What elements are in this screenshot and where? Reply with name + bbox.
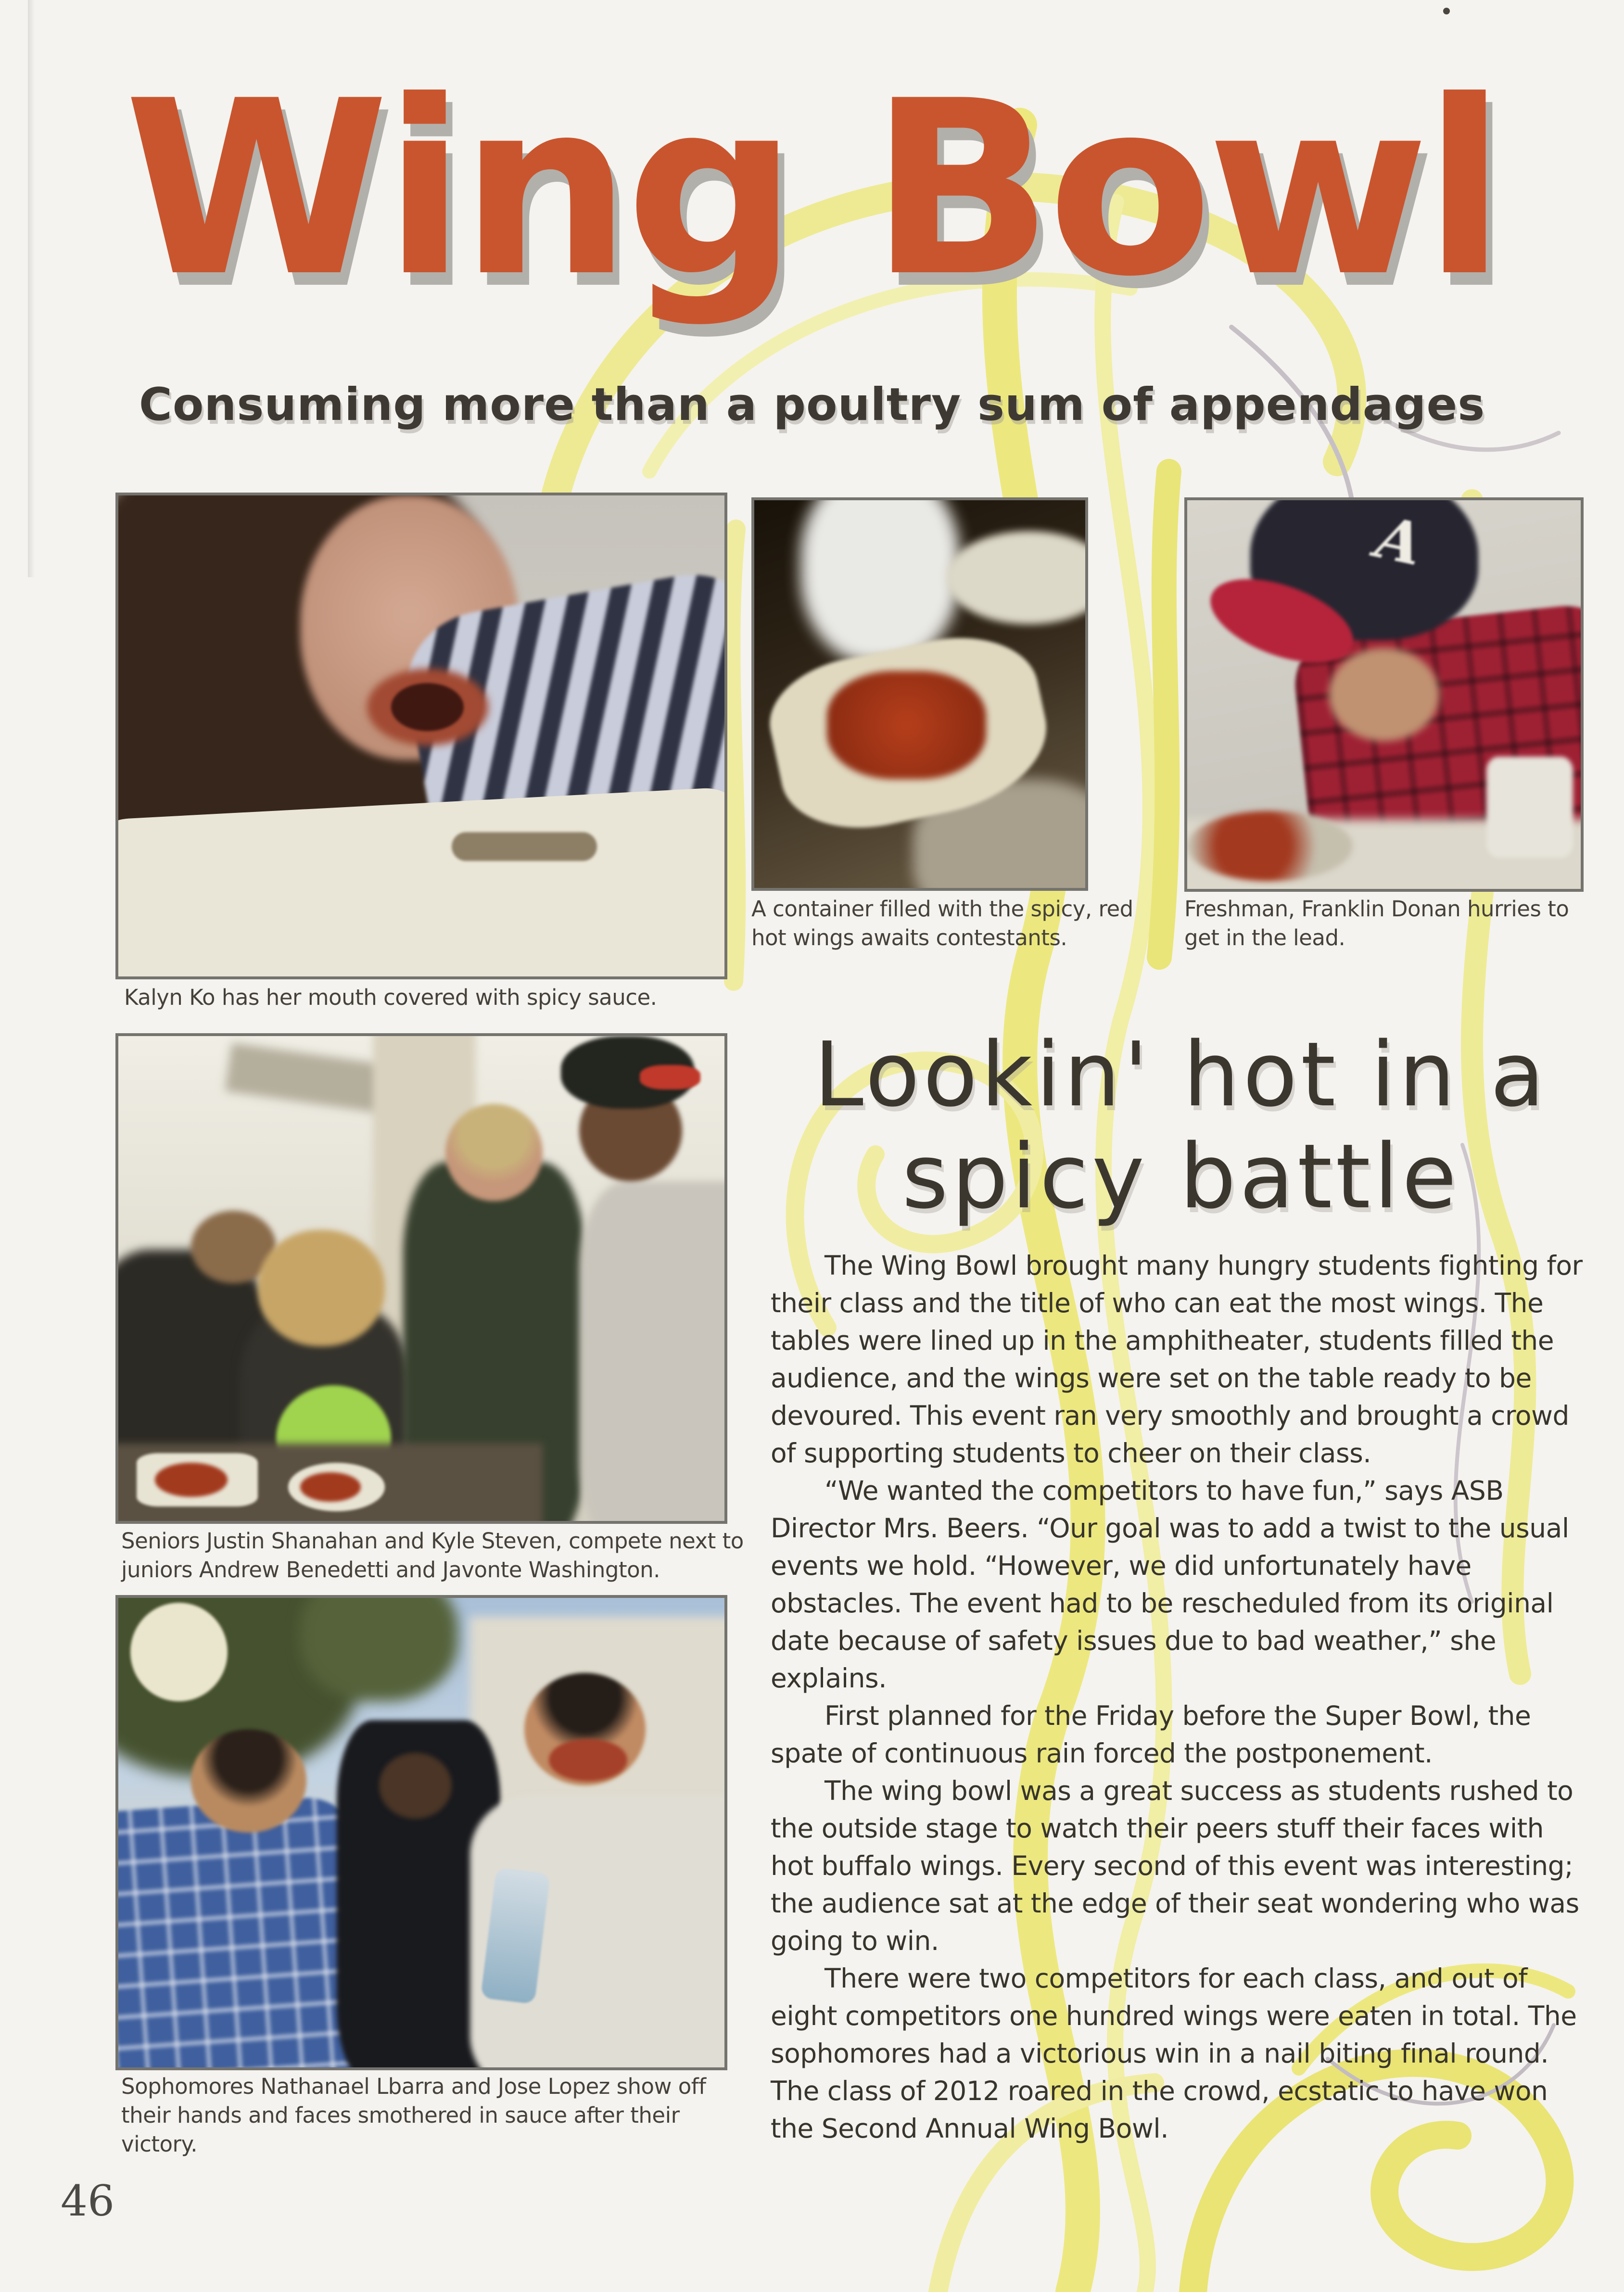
article-paragraph: “We wanted the competitors to have fun,” says ASB Director Mrs. Beers. “Our goal was to add a twist to the usual events we hold. “However, we did unfortunately have obstacles. The event had to be rescheduled from its original date because of safety issues due to bad weather,” she explains. [771, 1475, 1569, 1694]
photo-caption-seniors: Seniors Justin Shanahan and Kyle Steven, compete next to juniors Andrew Benedetti and Javonte Washington. [121, 1528, 744, 1583]
photo-shape [155, 1463, 228, 1497]
photo-caption-sophomores: Sophomores Nathanael Lbarra and Jose Lopez show off their hands and faces smothered in sauce after their victory. [121, 2074, 706, 2157]
photo-sophomores-victory [115, 1595, 727, 2070]
article-paragraph: There were two competitors for each class, and out of eight competitors one hundred wings were eaten in total. The sophomores had a victorious win in a nail biting final round. The class of 2012 roared in the crowd, ecstatic to have won the Second Annual Wing Bowl. [771, 1963, 1577, 2144]
photo-seniors-table [115, 1033, 727, 1524]
photo-shape [391, 683, 464, 731]
photo-shape [800, 497, 959, 663]
page-title: Wing Bowl [124, 49, 1500, 329]
article-paragraph: First planned for the Friday before the Super Bowl, the spate of continuous rain forced the postponement. [771, 1700, 1531, 1769]
article-paragraph: The Wing Bowl brought many hungry students fighting for their class and the title of who can eat the most wings. The tables were lined up in the amphitheater, students filled the audience, and the wings were set on the table ready to be devoured. This event ran very smoothly and brought a crowd of supporting students to cheer on their class. [771, 1250, 1583, 1469]
photo-shape [379, 1753, 452, 1819]
article-headline [770, 1024, 1592, 1228]
photo-shape [258, 1230, 385, 1346]
headline-line-2: spicy battle [901, 1125, 1460, 1228]
photo-franklin-eating [1184, 497, 1584, 892]
photo-shape [827, 671, 986, 780]
page-subtitle: Consuming more than a poultry sum of appendages [139, 379, 1485, 431]
photo-caption-container: A container filled with the spicy, red hot wings awaits contestants. [751, 896, 1133, 950]
photo-shape [549, 1739, 628, 1781]
photo-kalyn-eating [115, 493, 727, 979]
photo-shape [1486, 757, 1573, 858]
photo-shape [445, 1104, 543, 1201]
photo-shape [191, 1729, 306, 1833]
photo-shape [300, 1472, 361, 1501]
article-paragraph: The wing bowl was a great success as students rushed to the outside stage to watch their peers stuff their faces with hot buffalo wings. Every second of this event was interesting; the audience sat at the edge of their seat wondering who was going to win. [771, 1775, 1579, 1956]
page-number: 46 [61, 2176, 114, 2226]
photo-shape [130, 1603, 228, 1701]
baseball-cap-letter: A [1370, 503, 1429, 580]
photo-shape [1329, 648, 1439, 741]
headline-line-1: Lookin' hot in a [813, 1023, 1548, 1127]
photo-caption-kalyn: Kalyn Ko has her mouth covered with spicy sauce. [124, 985, 657, 1010]
photo-wings-container [751, 497, 1088, 891]
photo-caption-franklin: Freshman, Franklin Donan hurries to get in the lead. [1184, 896, 1569, 950]
photo-shape [300, 1595, 458, 1701]
photo-shape [452, 832, 597, 861]
photo-shape [579, 1181, 727, 1524]
photo-shape [115, 786, 727, 979]
scan-speck [1443, 8, 1450, 14]
photo-shape [1187, 811, 1353, 881]
article-body [771, 1247, 1591, 2147]
photo-shape [640, 1065, 700, 1089]
